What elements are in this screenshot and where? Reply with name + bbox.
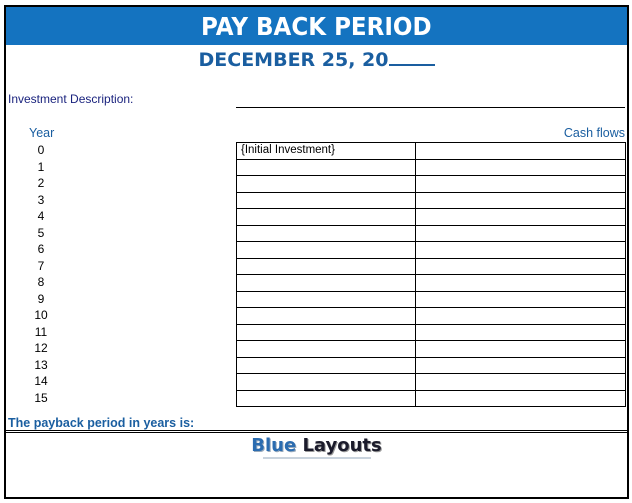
year-column-header: Year [29,126,55,140]
brand-underline [263,457,371,459]
cashflow-input-cell[interactable] [416,226,626,243]
table-row [237,160,626,177]
description-input-cell[interactable] [237,242,416,259]
year-cell: 3 [37,192,45,207]
year-blank-field[interactable] [389,48,435,66]
cashflow-input-cell[interactable] [416,358,626,375]
investment-description-field[interactable] [236,107,625,108]
description-input-cell[interactable] [237,292,416,309]
year-list [6,142,76,406]
cashflow-input-cell[interactable] [416,259,626,276]
cashflow-input-cell[interactable] [416,275,626,292]
year-cell: 1 [37,159,45,174]
year-cell: 7 [37,258,45,273]
description-input-cell[interactable] [237,391,416,408]
cashflow-input-cell[interactable] [416,391,626,408]
table-row [237,193,626,210]
page-title: PAY BACK PERIOD [201,11,432,41]
description-input-cell[interactable] [237,275,416,292]
table-row [237,143,626,160]
table-row [237,341,626,358]
year-cell: 14 [34,374,48,388]
table-row [237,325,626,342]
brand-word-layouts: Layouts [302,435,382,456]
table-row [237,209,626,226]
description-input-cell[interactable] [237,325,416,342]
description-input-cell[interactable] [237,209,416,226]
cashflow-input-cell[interactable] [416,209,626,226]
brand-word-blue: Blue [251,435,297,456]
year-cell: 11 [34,324,48,339]
year-cell: 12 [34,341,48,355]
description-input-cell[interactable] [237,308,416,325]
table-row [237,226,626,243]
cashflow-input-cell[interactable] [416,374,626,391]
description-input-cell[interactable] [237,193,416,210]
cashflow-input-cell[interactable] [416,292,626,309]
description-input-cell[interactable] [237,358,416,375]
year-cell: 4 [37,209,45,223]
description-input-cell[interactable] [237,341,416,358]
footer-divider [6,430,627,433]
table-row [237,242,626,259]
year-cell: 8 [37,275,45,289]
cashflow-input-cell[interactable] [416,325,626,342]
cashflows-column-header: Cash flows [563,126,625,140]
description-input-cell[interactable] [237,226,416,243]
brand-logo [6,435,627,459]
title-bar [6,7,627,45]
description-input-cell[interactable] [237,259,416,276]
table-row [237,259,626,276]
date-prefix: DECEMBER 25, 20 [198,49,389,71]
cashflow-input-cell[interactable] [416,341,626,358]
investment-description-label: Investment Description: [8,92,134,106]
table-row [237,308,626,325]
initial-investment-cell[interactable]: {Initial Investment} [237,143,416,160]
description-input-cell[interactable] [237,374,416,391]
year-cell: 13 [34,357,48,372]
table-row [237,176,626,193]
cashflow-grid [236,142,626,407]
description-input-cell[interactable] [237,176,416,193]
year-cell: 9 [37,291,45,306]
worksheet-frame [4,5,629,499]
date-line [6,48,627,71]
table-row [237,292,626,309]
cashflow-input-cell[interactable] [416,160,626,177]
description-input-cell[interactable] [237,160,416,177]
cashflow-input-cell[interactable] [416,308,626,325]
cashflow-input-cell[interactable] [416,242,626,259]
cashflow-input-cell[interactable] [416,176,626,193]
table-row [237,374,626,391]
cashflow-input-cell[interactable] [416,193,626,210]
table-row [237,358,626,375]
year-cell: 15 [34,390,48,405]
table-row [237,275,626,292]
cashflow-input-cell[interactable] [416,143,626,160]
year-cell: 0 [37,143,45,157]
year-cell: 5 [37,225,45,240]
table-row [237,391,626,408]
year-cell: 10 [34,308,48,322]
year-cell: 2 [37,176,45,190]
payback-period-label: The payback period in years is: [8,416,195,430]
year-cell: 6 [37,242,45,256]
